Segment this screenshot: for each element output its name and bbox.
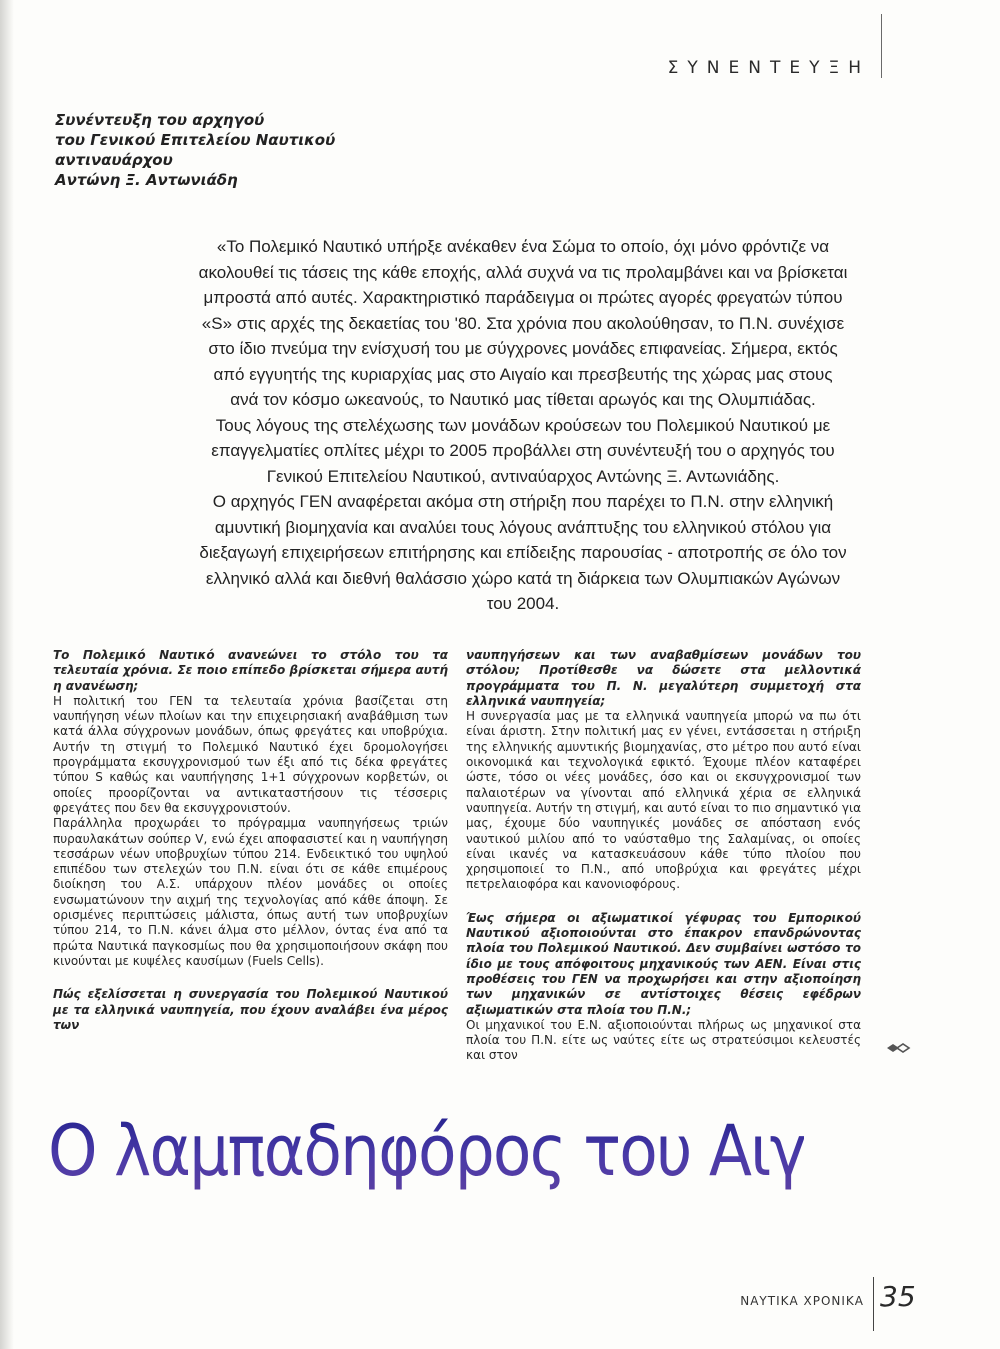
- byline-line: Αντώνη Ξ. Αντωνιάδη: [55, 171, 238, 189]
- header-rule: [881, 14, 882, 78]
- page-number: 35: [880, 1280, 916, 1313]
- byline-line: του Γενικού Επιτελείου Ναυτικού: [55, 131, 336, 149]
- intro-paragraph: Ο αρχηγός ΓΕΝ αναφέρεται ακόμα στη στήριξη που παρέχει το Π.Ν. στην ελληνική αμυντική βιομηχανία και αναλύει τους λόγους ανάπτυξης του ελληνικού στόλου για διεξαγωγή επιχειρήσεων επιτήρησης και επίδειξης παρουσίας - αποτροπής σε όλο τον ελληνικό αλλά και διεθνή θαλάσσιο χώρο κατά τη διάρκεια των Ολυμπιακών Αγώνων του 2004.: [199, 492, 847, 613]
- interview-question: Το Πολεμικό Ναυτικό ανανεώνει το στόλο του τα τελευταία χρόνια. Σε ποιο επίπεδο βρίσκεται σήμερα αυτή η ανανέωση;: [53, 648, 448, 693]
- publication-name: ΝΑΥΤΙΚΑ ΧΡΟΝΙΚΑ: [740, 1294, 864, 1308]
- article-headline: Ο λαμπαδηφόρος του Αιγαίου: [48, 1110, 936, 1192]
- footer-rule: [873, 1277, 874, 1331]
- article-column-left: [53, 648, 448, 1033]
- interview-question: Έως σήμερα οι αξιωματικοί γέφυρας του Εμπορικού Ναυτικού αξιοποιούνται στο έπακρον επανδρώνοντας πλοία του Πολεμικού Ναυτικού. Δεν συμβαίνει ωστόσο το ίδιο με τους απόφοιτους μηχανικούς των ΑΕΝ. Είναι στις προθέσεις του ΓΕΝ να προχωρήσει και στην αξιοποίηση των μηχανικών σε αντίστοιχες θέσεις εφέδρων αξιωματικών στα πλοία του Π.Ν.;: [466, 910, 861, 1017]
- continuation-arrow-icon: [885, 1041, 915, 1055]
- interview-answer: Οι μηχανικοί του Ε.Ν. αξιοποιούνται πλήρως ως μηχανικοί στα πλοία του Π.Ν. είτε ως ναύτες είτε ως στρατεύσιμοι κελευστές και στον: [466, 1017, 861, 1063]
- article-column-right: [466, 648, 861, 1064]
- page-edge-shadow: [0, 0, 14, 1349]
- byline-line: Συνέντευξη του αρχηγού: [55, 111, 265, 129]
- interview-answer: Η πολιτική του ΓΕΝ τα τελευταία χρόνια βασίζεται στη ναυπήγηση νέων πλοίων και την επιχειρησιακή αναβάθμιση των κατά άλλα σύγχρονων μονάδων, όπως φρεγάτες και υποβρύχια. Αυτήν τη στιγμή το Πολεμικό Ναυτικό έχει δρομολογήσει προγράμματα εκσυγχρονισμού των έξι από τις δέκα φρεγάτες τύπου S καθώς και ναυπήγησης 1+1 σύγχρονων κορβετών, οι οποίες προορίζονται να αντικαταστήσουν τις τέσσερις φρεγάτες που δεν θα εκσυγχρονιστούν.: [53, 693, 448, 815]
- intro-paragraph: «Το Πολεμικό Ναυτικό υπήρξε ανέκαθεν ένα Σώμα το οποίο, όχι μόνο φρόντιζε να ακολουθεί τις τάσεις της κάθε εποχής, αλλά συχνά να τις προλαμβάνει και να βρίσκεται μπροστά από αυτές. Χαρακτηριστικό παράδειγμα οι πρώτες αγορές φρεγατών τύπου «S» στις αρχές της δεκαετίας του '80. Στα χρόνια που ακολούθησαν, το Π.Ν. συνέχισε στο ίδιο πνεύμα την ενίσχυσή του με σύγχρονες μονάδες επιφανείας. Σήμερα, εκτός από εγγυητής της κυριαρχίας μας στο Αιγαίο και πρεσβευτής της χώρας μας στους ανά τον κόσμο ωκεανούς, το Ναυτικό μας τίθεται αρωγός και της Ολυμπιάδας.: [198, 237, 848, 409]
- section-label: ΣΥΝΕΝΤΕΥΞΗ: [667, 58, 870, 78]
- interview-question: ναυπηγήσεων και των αναβαθμίσεων μονάδων του στόλου; Προτίθεσθε να δώσετε στα μελλοντικά προγράμματα του Π. Ν. μεγαλύτερη συμμετοχή στα ελληνικά ναυπηγεία;: [466, 648, 861, 708]
- intro-lead: [198, 234, 848, 617]
- interview-answer: Παράλληλα προχωράει το πρόγραμμα ναυπηγήσεως τριών πυραυλακάτων σούπερ V, ενώ έχει αποφασιστεί και η ναυπήγηση τεσσάρων νέων υποβρυχίων τύπου 214. Ενδεικτικό του υψηλού επιπέδου των στελεχών του Π.Ν. είναι ότι σε κάθε επιμέρους διοίκηση του Α.Σ. υπάρχουν πλέον μονάδες οι οποίες ενσωματώνουν την αιχμή της τεχνολογίας από κάθε άποψη. Σε ορισμένες περιπτώσεις μάλιστα, όπως αυτή των υποβρυχίων τύπου 214, το Π.Ν. κάνει άλμα στο μέλλον, όντας ένα από τα πρώτα Ναυτικά παγκοσμίως που θα χρησιμοποιήσουν σκάφη που κινούνται με κυψέλες καυσίμων (Fuels Cells).: [53, 816, 448, 968]
- interview-question: Πώς εξελίσσεται η συνεργασία του Πολεμικού Ναυτικού με τα ελληνικά ναυπηγεία, που έχουν αναλάβει ένα μέρος των: [53, 987, 448, 1032]
- byline: [55, 110, 385, 190]
- byline-line: αντιναυάρχου: [55, 151, 173, 169]
- intro-paragraph: Τους λόγους της στελέχωσης των μονάδων κρούσεων του Πολεμικού Ναυτικού με επαγγελματίες οπλίτες μέχρι το 2005 προβάλλει στη συνέντευξή του ο αρχηγός του Γενικού Επιτελείου Ναυτικού, αντιναύαρχος Αντώνης Ξ. Αντωνιάδης.: [211, 415, 835, 486]
- interview-answer: Η συνεργασία μας με τα ελληνικά ναυπηγεία μπορώ να πω ότι είναι άριστη. Στην πολιτική μας εν γένει, εντάσσεται η στήριξη της ελληνικής αμυντικής βιομηχανίας, στο μέτρο που αυτό είναι οικονομικά και τεχνολογικά εφικτό. Έχουμε πλέον καταφέρει ώστε, τόσο οι νέες μονάδες, όσο και οι εκσυγχρονισμοί των παλαιοτέρων να γίνονται από ελληνικά χέρια σε ελληνικά ναυπηγεία. Αυτήν τη στιγμή, και αυτό είναι το πιο σημαντικό για μας, έχουμε δύο ναυπηγικές μονάδες σε απόσταση ενός ναυτικού μιλίου από το ναύσταθμο της Σαλαμίνας, οι οποίες είναι ικανές να κατασκευάσουν κάθε τύπο πλοίου που χρησιμοποιεί το Π.Ν., από υποβρύχια και φρεγάτες μέχρι πετρελαιοφόρα και κανονιοφόρους.: [466, 709, 861, 892]
